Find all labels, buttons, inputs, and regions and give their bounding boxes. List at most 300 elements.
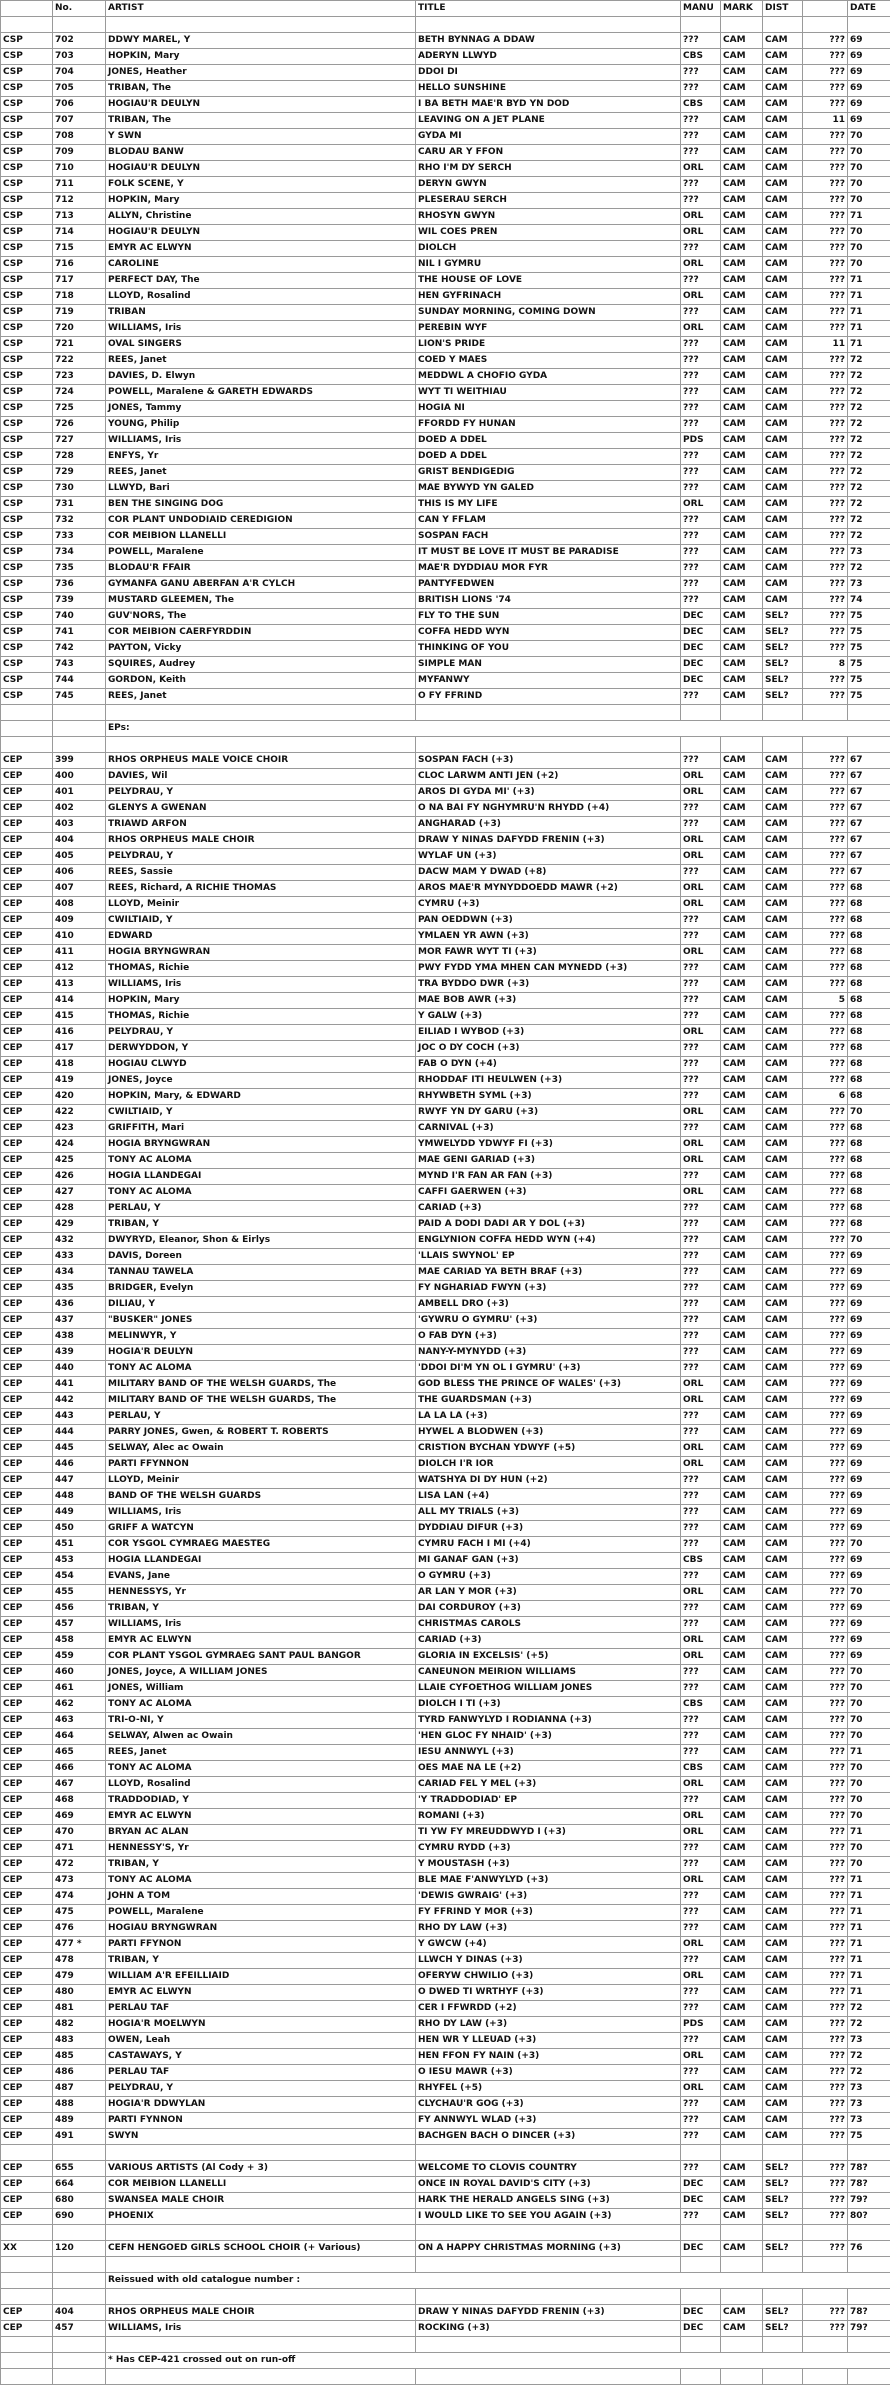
cell-dist: CAM xyxy=(763,209,803,225)
blank-cell xyxy=(681,2337,721,2353)
cell-day: ??? xyxy=(803,1457,848,1473)
cell-day: ??? xyxy=(803,1121,848,1137)
table-row xyxy=(1,945,890,961)
cell-label: CEP xyxy=(1,1937,53,1953)
cell-day: ??? xyxy=(803,1665,848,1681)
cell-no: 429 xyxy=(53,1217,106,1233)
cell-title: LLWCH Y DINAS (+3) xyxy=(416,1953,681,1969)
table-row xyxy=(1,1505,890,1521)
cell-label: CEP xyxy=(1,1905,53,1921)
cell-no: 453 xyxy=(53,1553,106,1569)
cell-dist: SEL? xyxy=(763,625,803,641)
cell-artist: POWELL, Maralene & GARETH EDWARDS xyxy=(106,385,416,401)
table-row xyxy=(1,817,890,833)
cell-title: CANEUNON MEIRION WILLIAMS xyxy=(416,1665,681,1681)
blank-cell xyxy=(1,2273,53,2289)
cell-label: CEP xyxy=(1,1761,53,1777)
cell-mark: CAM xyxy=(721,1921,763,1937)
cell-artist: GUV'NORS, The xyxy=(106,609,416,625)
cell-day: ??? xyxy=(803,577,848,593)
cell-no: 489 xyxy=(53,2113,106,2129)
cell-mark: CAM xyxy=(721,1569,763,1585)
cell-manu: ??? xyxy=(681,1921,721,1937)
cell-dist: CAM xyxy=(763,33,803,49)
cell-artist: TRIBAN xyxy=(106,305,416,321)
cell-day: ??? xyxy=(803,1025,848,1041)
cell-dist: CAM xyxy=(763,1665,803,1681)
cell-manu: DEC xyxy=(681,673,721,689)
cell-title: WYLAF UN (+3) xyxy=(416,849,681,865)
cell-dist: CAM xyxy=(763,833,803,849)
table-row xyxy=(1,1297,890,1313)
table-row xyxy=(1,2241,890,2257)
cell-no: 726 xyxy=(53,417,106,433)
cell-no: 451 xyxy=(53,1537,106,1553)
cell-no: 405 xyxy=(53,849,106,865)
cell-artist: PERLAU TAF xyxy=(106,2001,416,2017)
cell-year: 78? xyxy=(848,2177,890,2193)
cell-label: CEP xyxy=(1,1617,53,1633)
cell-dist: CAM xyxy=(763,1265,803,1281)
cell-no: 745 xyxy=(53,689,106,705)
cell-manu: ??? xyxy=(681,1841,721,1857)
cell-mark: CAM xyxy=(721,129,763,145)
cell-label: CEP xyxy=(1,1377,53,1393)
cell-mark: CAM xyxy=(721,65,763,81)
cell-day: ??? xyxy=(803,385,848,401)
cell-no: 725 xyxy=(53,401,106,417)
cell-artist: JONES, Tammy xyxy=(106,401,416,417)
table-row xyxy=(1,1249,890,1265)
cell-no: 741 xyxy=(53,625,106,641)
cell-dist: CAM xyxy=(763,1185,803,1201)
cell-title: AR LAN Y MOR (+3) xyxy=(416,1585,681,1601)
table-row xyxy=(1,977,890,993)
cell-title: DRAW Y NINAS DAFYDD FRENIN (+3) xyxy=(416,833,681,849)
cell-mark: CAM xyxy=(721,2001,763,2017)
cell-artist: CEFN HENGOED GIRLS SCHOOL CHOIR (+ Various) xyxy=(106,2241,416,2257)
cell-dist: CAM xyxy=(763,1729,803,1745)
cell-mark: CAM xyxy=(721,2193,763,2209)
cell-dist: CAM xyxy=(763,1409,803,1425)
cell-label: CEP xyxy=(1,1281,53,1297)
table-row xyxy=(1,993,890,1009)
cell-manu: ??? xyxy=(681,513,721,529)
cell-manu: ??? xyxy=(681,385,721,401)
cell-day: ??? xyxy=(803,193,848,209)
cell-year: 79? xyxy=(848,2193,890,2209)
cell-manu: ??? xyxy=(681,1617,721,1633)
cell-no: 461 xyxy=(53,1681,106,1697)
note-row xyxy=(1,2353,890,2369)
cell-no: 459 xyxy=(53,1649,106,1665)
cell-artist: OWEN, Leah xyxy=(106,2033,416,2049)
cell-mark: CAM xyxy=(721,801,763,817)
blank-cell xyxy=(681,2289,721,2305)
cell-manu: ??? xyxy=(681,1009,721,1025)
cell-dist: CAM xyxy=(763,1985,803,2001)
blank-cell xyxy=(763,737,803,753)
cell-label: CEP xyxy=(1,1041,53,1057)
cell-artist: PARTI FFYNON xyxy=(106,1937,416,1953)
cell-title: OFERYW CHWILIO (+3) xyxy=(416,1969,681,1985)
blank-cell xyxy=(416,2145,681,2161)
cell-dist: CAM xyxy=(763,1313,803,1329)
cell-artist: HOGIA BRYNGWRAN xyxy=(106,945,416,961)
cell-no: 423 xyxy=(53,1121,106,1137)
blank-cell xyxy=(803,2337,848,2353)
table-row xyxy=(1,1185,890,1201)
cell-year: 69 xyxy=(848,1569,890,1585)
cell-dist: CAM xyxy=(763,353,803,369)
blank-cell xyxy=(803,2145,848,2161)
cell-mark: CAM xyxy=(721,113,763,129)
cell-day: ??? xyxy=(803,1617,848,1633)
cell-no: 416 xyxy=(53,1025,106,1041)
cell-no: 488 xyxy=(53,2097,106,2113)
cell-no: 711 xyxy=(53,177,106,193)
table-row xyxy=(1,865,890,881)
blank-cell xyxy=(721,705,763,721)
table-row xyxy=(1,225,890,241)
cell-no: 454 xyxy=(53,1569,106,1585)
cell-title: DDOI DI xyxy=(416,65,681,81)
table-row xyxy=(1,1169,890,1185)
cell-day: ??? xyxy=(803,1697,848,1713)
cell-manu: ??? xyxy=(681,81,721,97)
cell-day: ??? xyxy=(803,1217,848,1233)
cell-year: 70 xyxy=(848,1233,890,1249)
cell-title: O IESU MAWR (+3) xyxy=(416,2065,681,2081)
cell-dist: SEL? xyxy=(763,2321,803,2337)
cell-mark: CAM xyxy=(721,1697,763,1713)
cell-artist: HOGIA'R DEULYN xyxy=(106,1345,416,1361)
cell-title: AROS MAE'R MYNYDDOEDD MAWR (+2) xyxy=(416,881,681,897)
table-row xyxy=(1,177,890,193)
cell-label: CEP xyxy=(1,1729,53,1745)
cell-artist: EMYR AC ELWYN xyxy=(106,1809,416,1825)
cell-manu: ORL xyxy=(681,1441,721,1457)
cell-dist: SEL? xyxy=(763,2209,803,2225)
table-row xyxy=(1,305,890,321)
cell-year: 72 xyxy=(848,2001,890,2017)
cell-mark: CAM xyxy=(721,785,763,801)
cell-manu: ??? xyxy=(681,1713,721,1729)
cell-mark: CAM xyxy=(721,1297,763,1313)
cell-manu: ??? xyxy=(681,65,721,81)
table-row xyxy=(1,769,890,785)
cell-label: CSP xyxy=(1,369,53,385)
cell-year: 70 xyxy=(848,129,890,145)
cell-no: 448 xyxy=(53,1489,106,1505)
cell-label: CEP xyxy=(1,1473,53,1489)
table-row xyxy=(1,1473,890,1489)
table-row xyxy=(1,65,890,81)
cell-day: ??? xyxy=(803,2033,848,2049)
cell-mark: CAM xyxy=(721,753,763,769)
cell-dist: CAM xyxy=(763,289,803,305)
cell-dist: CAM xyxy=(763,305,803,321)
table-row xyxy=(1,657,890,673)
cell-no: 428 xyxy=(53,1201,106,1217)
cell-label: CEP xyxy=(1,1057,53,1073)
header-mark: MARK xyxy=(721,1,763,17)
cell-title: 'LLAIS SWYNOL' EP xyxy=(416,1249,681,1265)
cell-day: ??? xyxy=(803,81,848,97)
cell-artist: VARIOUS ARTISTS (Al Cody + 3) xyxy=(106,2161,416,2177)
cell-manu: ??? xyxy=(681,2097,721,2113)
cell-no: 402 xyxy=(53,801,106,817)
cell-artist: HOGIAU'R DEULYN xyxy=(106,225,416,241)
cell-day: ??? xyxy=(803,1841,848,1857)
table-row xyxy=(1,689,890,705)
cell-no: 120 xyxy=(53,2241,106,2257)
cell-no: 707 xyxy=(53,113,106,129)
blank-cell xyxy=(763,17,803,33)
header-label xyxy=(1,1,53,17)
cell-day: ??? xyxy=(803,465,848,481)
cell-title: CARIAD (+3) xyxy=(416,1201,681,1217)
cell-artist: WILLIAMS, Iris xyxy=(106,977,416,993)
cell-dist: CAM xyxy=(763,1841,803,1857)
cell-day: ??? xyxy=(803,945,848,961)
cell-title: MOR FAWR WYT TI (+3) xyxy=(416,945,681,961)
cell-artist: LLOYD, Rosalind xyxy=(106,289,416,305)
blank-cell xyxy=(106,2145,416,2161)
cell-no: 713 xyxy=(53,209,106,225)
cell-manu: ORL xyxy=(681,1105,721,1121)
cell-label: CEP xyxy=(1,1601,53,1617)
cell-year: 70 xyxy=(848,161,890,177)
cell-no: 703 xyxy=(53,49,106,65)
cell-label: CEP xyxy=(1,1457,53,1473)
cell-no: 717 xyxy=(53,273,106,289)
cell-mark: CAM xyxy=(721,1265,763,1281)
table-row xyxy=(1,1713,890,1729)
table-row xyxy=(1,1617,890,1633)
cell-mark: CAM xyxy=(721,1473,763,1489)
cell-artist: Y SWN xyxy=(106,129,416,145)
blank-cell xyxy=(53,2273,106,2289)
cell-day: ??? xyxy=(803,2113,848,2129)
cell-artist: PERLAU, Y xyxy=(106,1201,416,1217)
cell-manu: ??? xyxy=(681,1313,721,1329)
cell-label: CSP xyxy=(1,545,53,561)
cell-manu: DEC xyxy=(681,2321,721,2337)
cell-no: 456 xyxy=(53,1601,106,1617)
cell-mark: CAM xyxy=(721,1505,763,1521)
cell-artist: GLENYS A GWENAN xyxy=(106,801,416,817)
cell-artist: EDWARD xyxy=(106,929,416,945)
cell-no: 740 xyxy=(53,609,106,625)
cell-artist: HOGIA LLANDEGAI xyxy=(106,1169,416,1185)
blank-cell xyxy=(803,2225,848,2241)
cell-day: ??? xyxy=(803,49,848,65)
cell-dist: CAM xyxy=(763,961,803,977)
cell-title: HOGIA NI xyxy=(416,401,681,417)
cell-mark: CAM xyxy=(721,993,763,1009)
cell-no: 476 xyxy=(53,1921,106,1937)
blank-cell xyxy=(763,2145,803,2161)
table-row xyxy=(1,1649,890,1665)
cell-title: MAE'R DYDDIAU MOR FYR xyxy=(416,561,681,577)
cell-title: MAE CARIAD YA BETH BRAF (+3) xyxy=(416,1265,681,1281)
blank-cell xyxy=(106,2289,416,2305)
cell-manu: ??? xyxy=(681,353,721,369)
cell-manu: ??? xyxy=(681,753,721,769)
cell-title: O FAB DYN (+3) xyxy=(416,1329,681,1345)
cell-mark: CAM xyxy=(721,1249,763,1265)
cell-no: 437 xyxy=(53,1313,106,1329)
cell-dist: SEL? xyxy=(763,641,803,657)
cell-mark: CAM xyxy=(721,913,763,929)
cell-year: 71 xyxy=(848,1873,890,1889)
cell-dist: CAM xyxy=(763,401,803,417)
cell-artist: JONES, Joyce xyxy=(106,1073,416,1089)
cell-day: ??? xyxy=(803,1585,848,1601)
blank-cell xyxy=(53,737,106,753)
cell-title: ROMANI (+3) xyxy=(416,1809,681,1825)
cell-dist: CAM xyxy=(763,993,803,1009)
cell-no: 457 xyxy=(53,2321,106,2337)
cell-dist: CAM xyxy=(763,1377,803,1393)
cell-no: 434 xyxy=(53,1265,106,1281)
table-row xyxy=(1,1457,890,1473)
cell-day: ??? xyxy=(803,625,848,641)
cell-dist: CAM xyxy=(763,1969,803,1985)
cell-artist: DDWY MAREL, Y xyxy=(106,33,416,49)
cell-dist: CAM xyxy=(763,1345,803,1361)
table-row xyxy=(1,2001,890,2017)
cell-mark: CAM xyxy=(721,177,763,193)
cell-manu: DEC xyxy=(681,2241,721,2257)
cell-year: 72 xyxy=(848,449,890,465)
cell-title: PEREBIN WYF xyxy=(416,321,681,337)
cell-manu: ORL xyxy=(681,2049,721,2065)
cell-manu: ORL xyxy=(681,289,721,305)
cell-label: CSP xyxy=(1,257,53,273)
cell-title: MAE BOB AWR (+3) xyxy=(416,993,681,1009)
cell-artist: DILIAU, Y xyxy=(106,1297,416,1313)
table-row xyxy=(1,1313,890,1329)
blank-cell xyxy=(1,17,53,33)
table-row xyxy=(1,1025,890,1041)
cell-day: ??? xyxy=(803,1681,848,1697)
cell-mark: CAM xyxy=(721,97,763,113)
cell-title: 'DEWIS GWRAIG' (+3) xyxy=(416,1889,681,1905)
cell-day: ??? xyxy=(803,2065,848,2081)
cell-label: CEP xyxy=(1,1361,53,1377)
cell-no: 704 xyxy=(53,65,106,81)
blank-cell xyxy=(721,737,763,753)
cell-artist: TRIBAN, Y xyxy=(106,1953,416,1969)
cell-manu: ORL xyxy=(681,833,721,849)
cell-day: ??? xyxy=(803,1649,848,1665)
cell-label: CEP xyxy=(1,1185,53,1201)
cell-manu: ??? xyxy=(681,1233,721,1249)
cell-artist: PELYDRAU, Y xyxy=(106,785,416,801)
cell-manu: ??? xyxy=(681,977,721,993)
cell-dist: CAM xyxy=(763,497,803,513)
cell-dist: CAM xyxy=(763,241,803,257)
cell-no: 420 xyxy=(53,1089,106,1105)
cell-artist: REES, Janet xyxy=(106,689,416,705)
cell-day: ??? xyxy=(803,1153,848,1169)
cell-title: JOC O DY COCH (+3) xyxy=(416,1041,681,1057)
cell-year: 71 xyxy=(848,337,890,353)
cell-title: COED Y MAES xyxy=(416,353,681,369)
cell-day: ??? xyxy=(803,1297,848,1313)
cell-no: 732 xyxy=(53,513,106,529)
cell-manu: ORL xyxy=(681,1457,721,1473)
cell-manu: ??? xyxy=(681,129,721,145)
header-dist: DIST xyxy=(763,1,803,17)
blank-cell xyxy=(53,17,106,33)
cell-year: 68 xyxy=(848,913,890,929)
cell-artist: PARTI FYNNON xyxy=(106,2113,416,2129)
cell-manu: ??? xyxy=(681,1729,721,1745)
blank-cell xyxy=(53,2257,106,2273)
blank-cell xyxy=(416,2369,681,2385)
table-row xyxy=(1,1265,890,1281)
table-row xyxy=(1,929,890,945)
cell-no: 441 xyxy=(53,1377,106,1393)
cell-label: CEP xyxy=(1,929,53,945)
cell-label: CEP xyxy=(1,1201,53,1217)
cell-day: ??? xyxy=(803,1601,848,1617)
blank-cell xyxy=(803,17,848,33)
cell-mark: CAM xyxy=(721,945,763,961)
cell-artist: SELWAY, Alec ac Owain xyxy=(106,1441,416,1457)
table-row xyxy=(1,593,890,609)
cell-artist: BEN THE SINGING DOG xyxy=(106,497,416,513)
cell-day: ??? xyxy=(803,1889,848,1905)
cell-day: ??? xyxy=(803,1969,848,1985)
cell-artist: HOPKIN, Mary xyxy=(106,193,416,209)
cell-day: ??? xyxy=(803,1505,848,1521)
cell-year: 72 xyxy=(848,2049,890,2065)
cell-label: CSP xyxy=(1,433,53,449)
cell-mark: CAM xyxy=(721,1665,763,1681)
blank-cell xyxy=(763,2289,803,2305)
cell-label: CSP xyxy=(1,145,53,161)
cell-no: 473 xyxy=(53,1873,106,1889)
cell-day: ??? xyxy=(803,1041,848,1057)
cell-manu: PDS xyxy=(681,2017,721,2033)
cell-year: 70 xyxy=(848,177,890,193)
cell-title: LISA LAN (+4) xyxy=(416,1489,681,1505)
cell-mark: CAM xyxy=(721,81,763,97)
cell-artist: SELWAY, Alwen ac Owain xyxy=(106,1729,416,1745)
cell-day: ??? xyxy=(803,1521,848,1537)
cell-title: CAN Y FFLAM xyxy=(416,513,681,529)
cell-mark: CAM xyxy=(721,465,763,481)
cell-dist: CAM xyxy=(763,513,803,529)
cell-manu: ??? xyxy=(681,865,721,881)
cell-day: ??? xyxy=(803,1345,848,1361)
blank-cell xyxy=(721,2289,763,2305)
cell-mark: CAM xyxy=(721,1905,763,1921)
cell-dist: CAM xyxy=(763,113,803,129)
cell-label: CEP xyxy=(1,1633,53,1649)
cell-mark: CAM xyxy=(721,1585,763,1601)
cell-title: MYFANWY xyxy=(416,673,681,689)
cell-year: 70 xyxy=(848,241,890,257)
cell-title: DACW MAM Y DWAD (+8) xyxy=(416,865,681,881)
cell-no: 415 xyxy=(53,1009,106,1025)
cell-label: CSP xyxy=(1,609,53,625)
cell-day: ??? xyxy=(803,145,848,161)
